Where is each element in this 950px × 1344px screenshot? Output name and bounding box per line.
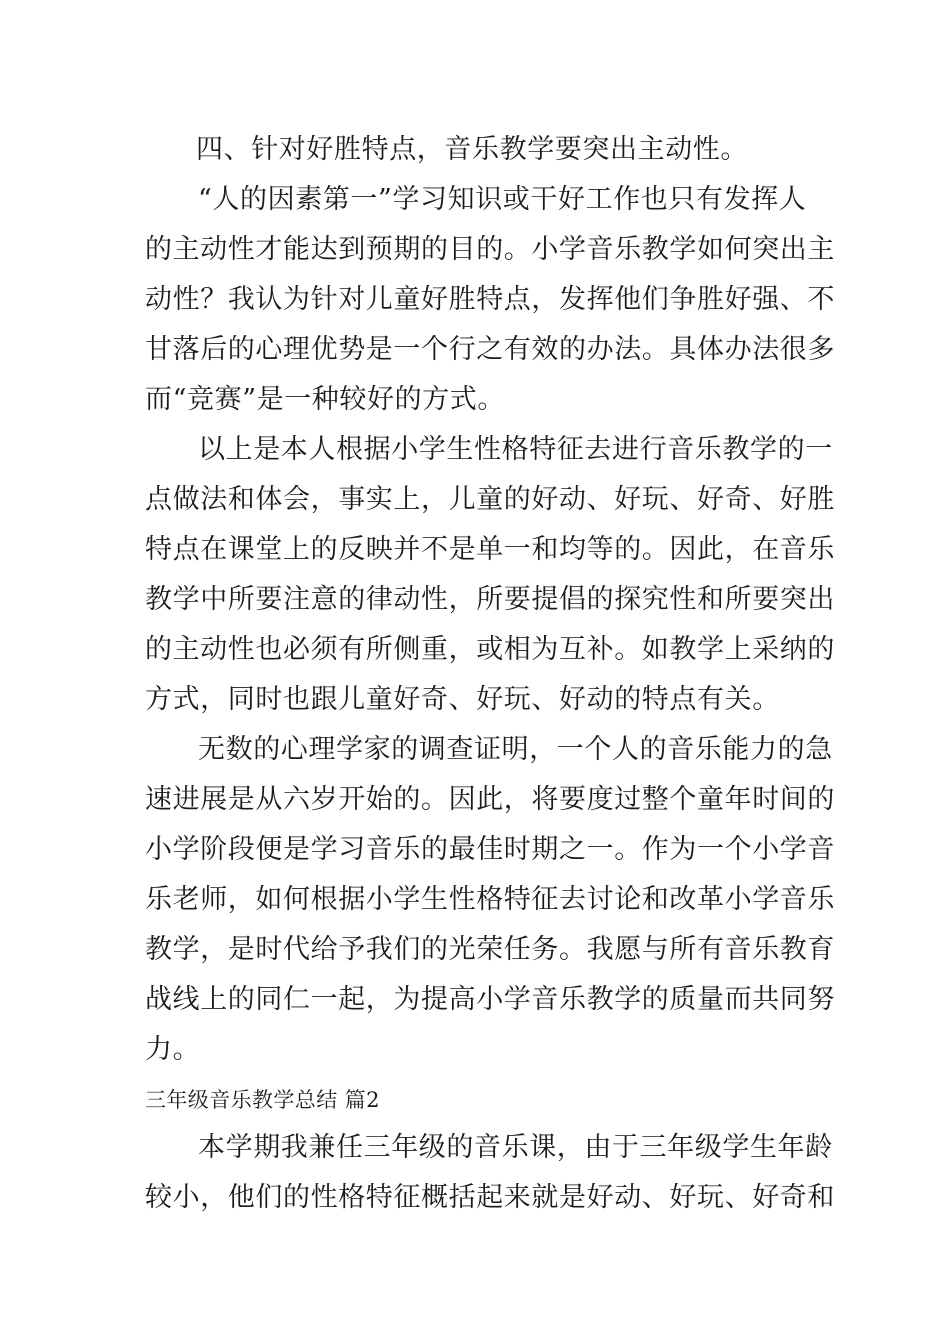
paragraph-line: 小学阶段便是学习音乐的最佳时期之一。作为一个小学音 (145, 834, 835, 865)
paragraph-line: 教学，是时代给予我们的光荣任务。我愿与所有音乐教育 (145, 934, 835, 965)
paragraph-line: 速进展是从六岁开始的。因此，将要度过整个童年时间的 (145, 784, 835, 815)
paragraph-line: 乐老师，如何根据小学生性格特征去讨论和改革小学音乐 (145, 884, 835, 915)
paragraph-line: 动性？我认为针对儿童好胜特点，发挥他们争胜好强、不 (145, 284, 835, 315)
paragraph-line: 本学期我兼任三年级的音乐课，由于三年级学生年龄 (198, 1132, 833, 1163)
paragraph-line: 力。 (145, 1034, 201, 1065)
paragraph-line: 而“竞赛”是一种较好的方式。 (145, 384, 506, 415)
paragraph-line: 的主动性也必须有所侧重，或相为互补。如教学上采纳的 (145, 634, 835, 665)
paragraph-line: 点做法和体会，事实上，儿童的好动、好玩、好奇、好胜 (145, 484, 835, 515)
article-title: 三年级音乐教学总结 篇2 (145, 1088, 380, 1112)
paragraph-line: 甘落后的心理优势是一个行之有效的办法。具体办法很多 (145, 334, 835, 365)
paragraph-line: 方式，同时也跟儿童好奇、好玩、好动的特点有关。 (145, 684, 780, 715)
paragraph-line: 教学中所要注意的律动性，所要提倡的探究性和所要突出 (145, 584, 835, 615)
paragraph-line: 特点在课堂上的反映并不是单一和均等的。因此，在音乐 (145, 534, 835, 565)
section-heading: 四、针对好胜特点，音乐教学要突出主动性。 (196, 134, 748, 165)
paragraph-line: 战线上的同仁一起，为提高小学音乐教学的质量而共同努 (145, 984, 835, 1015)
paragraph-line: 较小，他们的性格特征概括起来就是好动、好玩、好奇和 (145, 1182, 835, 1213)
paragraph-line: 的主动性才能达到预期的目的。小学音乐教学如何突出主 (145, 234, 835, 265)
paragraph-line: “人的因素第一”学习知识或干好工作也只有发挥人 (198, 184, 807, 215)
paragraph-line: 以上是本人根据小学生性格特征去进行音乐教学的一 (198, 434, 833, 465)
paragraph-line: 无数的心理学家的调查证明，一个人的音乐能力的急 (198, 734, 833, 765)
